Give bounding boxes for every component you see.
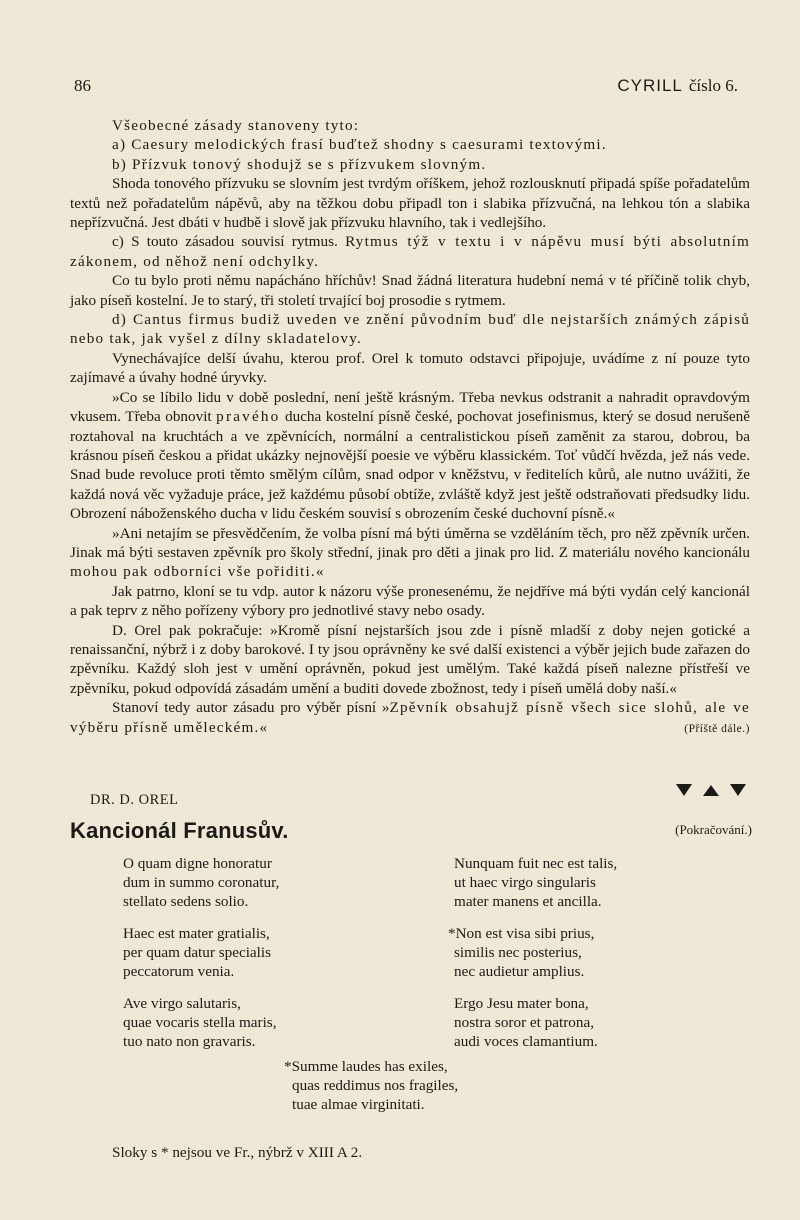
text-run: c) S touto zásadou souvisí rytmus. [112, 233, 338, 251]
verse-line: ut haec virgo singularis [454, 874, 596, 892]
paragraph [70, 232, 750, 271]
poem-stanza [454, 994, 598, 1052]
text-run: »Ani netajím se přesvědčením, že volba písní má býti úměrna se vzděláním těch, pro něž zpěvník určen. Jinak má býti sestaven zpěvník pro školy střední, jinak pro děti a jinak pro lid. Z materiálu nového kancionálu [70, 524, 750, 561]
paragraph: Shoda tonového přízvuku se slovním jest tvrdým oříškem, jehož rozlousknutí připadá spíše pořadatelům textů než pořadatelům nápěvů, aby na těžkou dobu připadl ton i slabika přízvučná, na lehkou tón a slabika nepřízvučná. Jest dbáti v hudbě i slově jak přízvuku hlavního, tak i vedlejšího. [70, 175, 750, 232]
verse-line: tuae almae virginitati. [292, 1096, 425, 1114]
page-number: 86 [74, 76, 91, 95]
verse-line: O quam digne honoratur [123, 855, 272, 872]
poem-stanza [454, 854, 617, 912]
quote-paragraph [70, 388, 750, 524]
verse-line: dum in summo coronatur, [123, 874, 280, 892]
text-run: « [315, 563, 324, 581]
verse-line: Nunquam fuit nec est talis, [454, 855, 618, 872]
poem-stanza [284, 1057, 458, 1115]
poem-stanza [123, 854, 279, 912]
verse-line: Ave virgo salutaris, [123, 995, 241, 1012]
verse-line: tuo nato non gravaris. [123, 1033, 256, 1051]
article-body [70, 116, 750, 739]
spaced-text: mohou pak odborníci vše pořiditi. [70, 563, 316, 581]
verse-line: nostra soror et patrona, [454, 1014, 595, 1032]
footnote: Sloky s * nejsou ve Fr., nýbrž v XIII A 2. [112, 1144, 363, 1161]
verse-line: Ergo Jesu mater bona, [454, 995, 589, 1012]
page-header [74, 74, 738, 102]
verse-line: peccatorum venia. [123, 963, 235, 981]
verse-line: stellato sedens solio. [123, 893, 249, 911]
verse-line: similis nec posterius, [454, 944, 582, 962]
continued-note: (Příště dále.) [684, 722, 750, 735]
poem-stanza [123, 924, 271, 982]
paragraph [70, 698, 750, 737]
verse-line: *Non est visa sibi prius, [448, 925, 595, 942]
spaced-text: Zpěvník obsahujž písně všech sice slohů, ale ve výběru přísně uměleckém. [70, 699, 750, 736]
paragraph: D. Orel pak pokračuje: »Kromě písní nejstarších jsou zde i písně mladší z doby nejen gotické a renaissanční, nýbrž i z doby barokové. I ty jsou oprávněny ke své další existenci a výběr jejich bude zařazen do zpěvníku. Každý sloh jest v umění oprávněn, pokud jest umělým. Také každá píseň nalezne přístřeší ve zpěvníku, pokud odpovídá zásadám umění a buditi dovede zbožnost, tedy i píseň umělá doby naší.« [70, 621, 750, 697]
verse-line: per quam datur specialis [123, 944, 272, 962]
text-run: »Co se líbilo lidu v době poslední, není ještě krásným. Třeba nevkus odstranit a nahradit opravdovým vkusem. Třeba obnovit [70, 388, 750, 426]
verse-line: quas reddimus nos fragiles, [292, 1077, 459, 1095]
article-title: Kancionál Franusův. [70, 818, 289, 843]
paragraph: a) Caesury melodických frasí buďtež shodny s caesurami textovými. [112, 136, 607, 154]
verse-line: quae vocaris stella maris, [123, 1014, 277, 1032]
verse-line: *Summe laudes has exiles, [284, 1058, 448, 1075]
paragraph: d) Cantus firmus budiž uveden ve znění původním buď dle nejstarších známých zápisů nebo tak, jak vyšel z dílny skladatelovy. [70, 311, 750, 348]
text-run: ducha kostelní písně české, pochovat josefinismus, který se dosud nerušeně roztahoval na kruchtách a ve zpěvnících, normální a centralistickou píseň zaměnit za starou, dobrou, ba krásnou píseň českou a přidat ukázky nejnovější poesie ve výběru klassickém. Toť vůdčí hvězda, jež nás vede. Snad bude revoluce proti těmto smělým cílům, snad odpor v kněžstvu, v ředitelích kůrů, ale nutno uvážiti, že každá nová věc vyžaduje práce, jež každému působí obtíže, zvláště když jest ještě odstraňovati předsudky lidu. Obrození náboženského ducha v lidu českém souvisí s obrozením české duchovní písně.« [70, 408, 750, 523]
verse-line: nec audietur amplius. [454, 963, 585, 981]
paragraph: Všeobecné zásady stanoveny tyto: [112, 117, 360, 134]
spaced-text: pravého [216, 408, 281, 426]
poem-stanza [123, 994, 277, 1052]
section-ornament [676, 784, 746, 798]
journal-title [617, 76, 738, 96]
issue-label: číslo 6. [688, 76, 738, 95]
quote-paragraph [70, 524, 750, 582]
article-author: DR. D. OREL [90, 792, 179, 808]
text-run: Stanoví tedy autor zásadu pro výběr písní » [112, 699, 390, 717]
paragraph: Jak patrno, kloní se tu vdp. autor k názoru výše pronesenému, že nejdříve má býti vydán celý kancionál a pak teprv z něho pořízeny výbory pro jednotlivé stavy nebo osady. [70, 582, 750, 620]
text-run: « [259, 718, 268, 736]
paragraph: Vynechávajíce delší úvahu, kterou prof. Orel k tomuto odstavci připojuje, uvádíme z ní pouze tyto zajímavé a úvahy hodné úryvky. [70, 349, 750, 387]
continued-label: (Pokračování.) [675, 822, 752, 837]
paragraph: Co tu bylo proti němu napácháno hříchův! Snad žádná literatura hudební nemá v té příčině tolik chyb, jako píseň kostelní. Je to starý, tři století trvající boj prosodie s rytmem. [70, 272, 750, 309]
verse-line: Haec est mater gratialis, [123, 925, 270, 942]
verse-line: mater manens et ancilla. [454, 893, 602, 911]
poem-stanza [448, 924, 594, 982]
verse-line: audi voces clamantium. [454, 1033, 598, 1051]
journal-name: CYRILL [617, 76, 683, 95]
spaced-text: Rytmus týž v textu i v nápěvu musí býti absolutním zákonem, od něhož není odchylky. [70, 233, 751, 270]
paragraph: b) Přízvuk tonový shodujž se s přízvukem slovným. [112, 155, 487, 173]
